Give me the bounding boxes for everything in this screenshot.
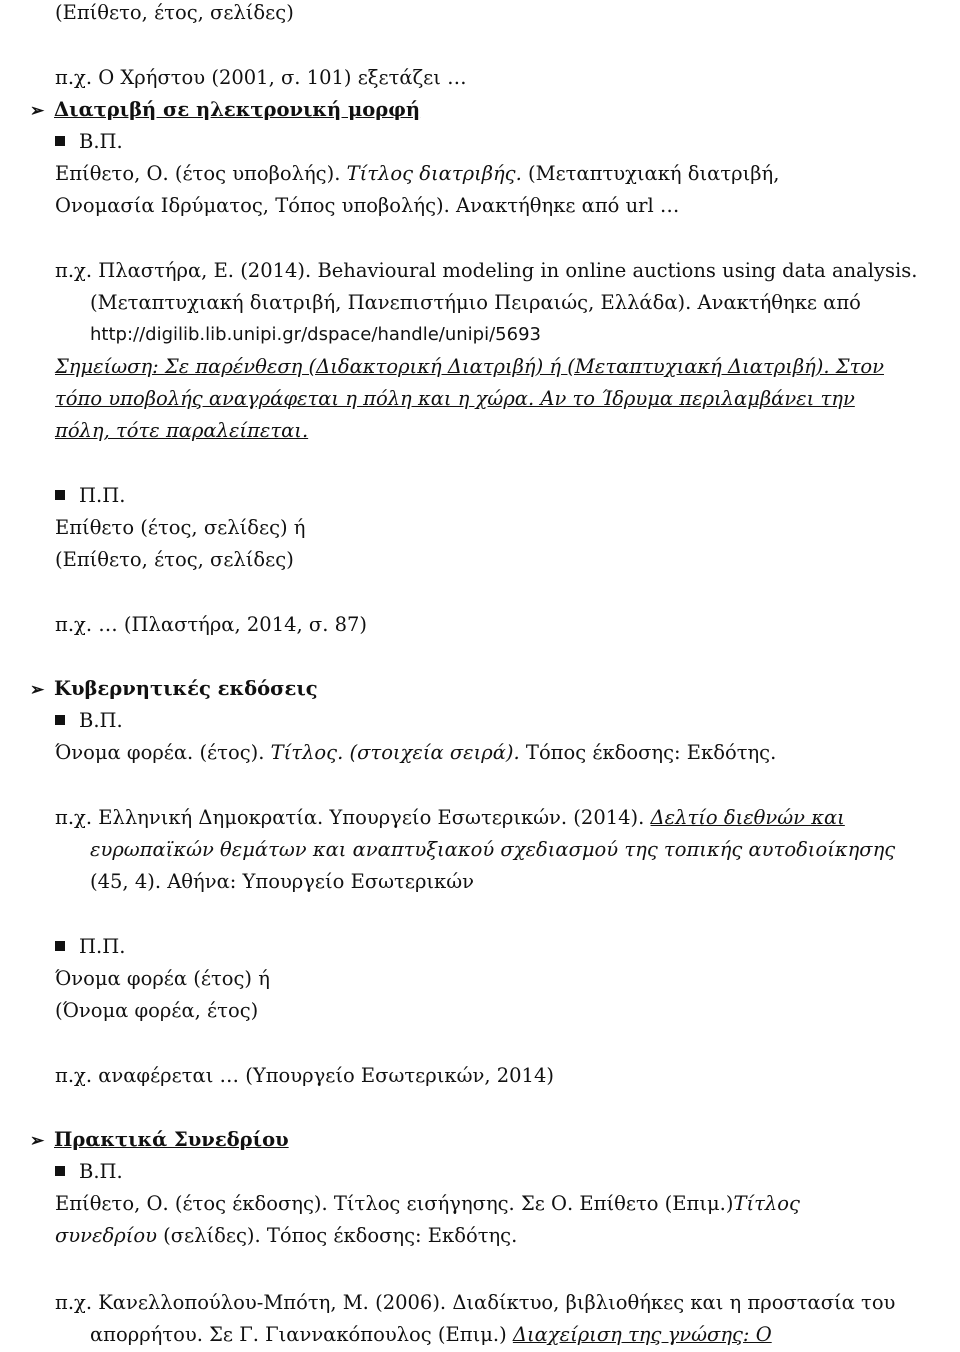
example-line: π.χ. Ελληνική Δημοκρατία. Υπουργείο Εσωτερικών. (2014). Δελτίο διεθνών και xyxy=(55,806,845,829)
reference-format-line: Ονομασία Ιδρύματος, Τόπος υποβολής). Ανακτήθηκε από url … xyxy=(55,194,680,217)
note-line: Σημείωση: Σε παρένθεση (Διδακτορική Διατριβή) ή (Μεταπτυχιακή Διατριβή). Στον xyxy=(55,355,884,378)
bullet-line: Π.Π. xyxy=(55,931,125,963)
text-line: Όνομα φορέα (έτος) ή xyxy=(55,967,270,990)
reference-format-line: Επίθετο, Ο. (έτος έκδοσης). Τίτλος εισήγησης. Σε Ο. Επίθετο (Επιμ.)Τίτλος xyxy=(55,1192,800,1215)
url-text: http://digilib.lib.unipi.gr/dspace/handle/unipi/5693 xyxy=(90,324,541,345)
text-line: (Επίθετο, έτος, σελίδες) xyxy=(55,1,294,24)
example-line: απορρήτου. Σε Γ. Γιαννακόπουλος (Επιμ.) Διαχείριση της γνώσης: Ο xyxy=(90,1323,772,1346)
example-line: π.χ. Πλαστήρα, Ε. (2014). Behavioural modeling in online auctions using data analysis. xyxy=(55,259,918,282)
example-line: π.χ. Ο Χρήστου (2001, σ. 101) εξετάζει … xyxy=(55,66,467,89)
example-line: (45, 4). Αθήνα: Υπουργείο Εσωτερικών xyxy=(90,870,475,893)
bullet-line: Π.Π. xyxy=(55,480,125,512)
example-line: (Μεταπτυχιακή διατριβή, Πανεπιστήμιο Πειραιώς, Ελλάδα). Ανακτήθηκε από xyxy=(90,291,861,314)
text-line: Επίθετο (έτος, σελίδες) ή xyxy=(55,516,306,539)
square-bullet-icon xyxy=(55,1166,65,1176)
square-bullet-icon xyxy=(55,490,65,500)
example-line: π.χ. … (Πλαστήρα, 2014, σ. 87) xyxy=(55,613,368,636)
section-heading-diatrivi: ➢ Διατριβή σε ηλεκτρονική μορφή xyxy=(30,94,420,127)
reference-format-line: Επίθετο, Ο. (έτος υποβολής). Τίτλος διατριβής. (Μεταπτυχιακή διατριβή, xyxy=(55,162,780,185)
arrow-bullet-icon: ➢ xyxy=(30,101,45,121)
example-line: π.χ. αναφέρεται … (Υπουργείο Εσωτερικών, 2014) xyxy=(55,1064,554,1087)
example-line: π.χ. Κανελλοπούλου-Μπότη, Μ. (2006). Διαδίκτυο, βιβλιοθήκες και η προστασία του xyxy=(55,1291,896,1314)
bullet-line: Β.Π. xyxy=(55,126,123,158)
note-line: πόλη, τότε παραλείπεται. xyxy=(55,419,309,442)
text-line: (Επίθετο, έτος, σελίδες) xyxy=(55,548,294,571)
reference-format-line: συνεδρίου (σελίδες). Τόπος έκδοσης: Εκδότης. xyxy=(55,1224,518,1247)
note-line: τόπο υποβολής αναγράφεται η πόλη και η χώρα. Αν το Ίδρυμα περιλαμβάνει την xyxy=(55,387,855,410)
arrow-bullet-icon: ➢ xyxy=(30,680,45,700)
square-bullet-icon xyxy=(55,136,65,146)
square-bullet-icon xyxy=(55,715,65,725)
bullet-line: Β.Π. xyxy=(55,705,123,737)
section-heading-kyvern: ➢ Κυβερνητικές εκδόσεις xyxy=(30,673,318,706)
arrow-bullet-icon: ➢ xyxy=(30,1131,45,1151)
text-line: (Όνομα φορέα, έτος) xyxy=(55,999,259,1022)
reference-format-line: Όνομα φορέα. (έτος). Τίτλος. (στοιχεία σειρά). Τόπος έκδοσης: Εκδότης. xyxy=(55,741,777,764)
section-heading-synedr: ➢ Πρακτικά Συνεδρίου xyxy=(30,1124,289,1157)
example-line: ευρωπαϊκών θεμάτων και αναπτυξιακού σχεδιασμού της τοπικής αυτοδιοίκησης xyxy=(90,838,896,861)
square-bullet-icon xyxy=(55,941,65,951)
bullet-line: Β.Π. xyxy=(55,1156,123,1188)
